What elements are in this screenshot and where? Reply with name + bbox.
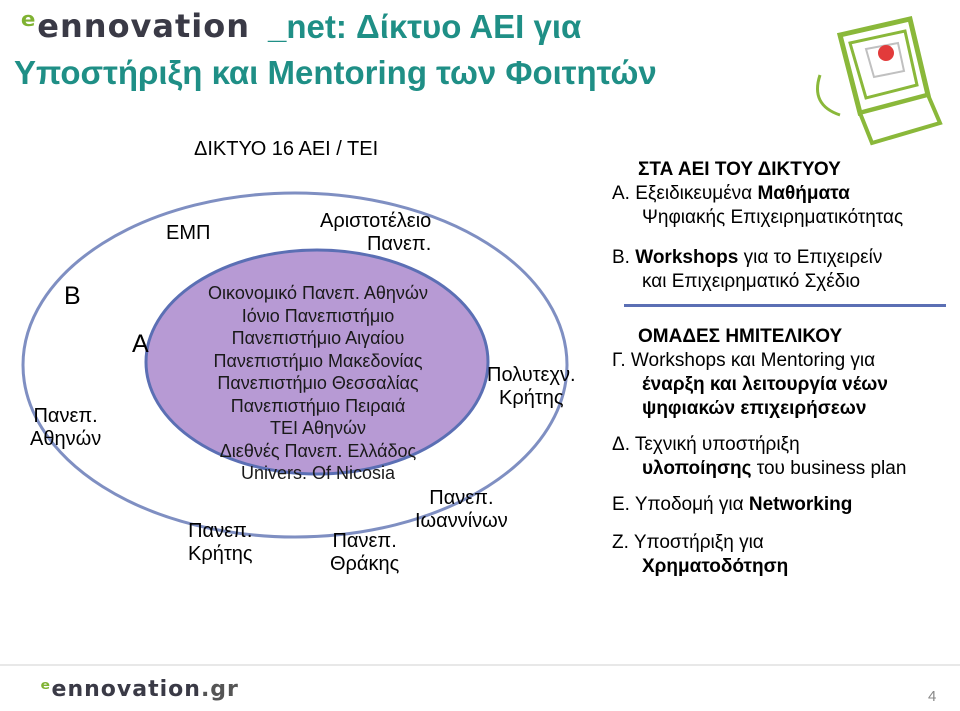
thrakis-label: Πανεπ. Θράκης [330, 530, 400, 575]
service-g-line2: έναρξη και λειτουργία νέων [642, 374, 888, 395]
list-item: Πανεπιστήμιο Μακεδονίας [213, 350, 423, 371]
list-item: Ιόνιο Πανεπιστήμιο [241, 305, 395, 326]
service-z: Ζ. Υποστήριξη για [612, 532, 764, 553]
services-heading-network: ΣΤΑ ΑΕΙ ΤΟΥ ΔΙΚΤΥΟΥ [638, 159, 841, 180]
inner-university-list [162, 282, 474, 485]
ring-b-letter: Β [64, 282, 81, 310]
list-item: Univers. Of Nicosia [240, 463, 396, 483]
services-heading-finalists: ΟΜΑΔΕΣ ΗΜΙΤΕΛΙΚΟΥ [638, 326, 843, 347]
services-panel [612, 158, 956, 579]
list-item: Διεθνές Πανεπ. Ελλάδος [219, 440, 417, 461]
title-line-1: _net: Δίκτυο ΑΕΙ για [268, 8, 582, 45]
aristotelio-label: Αριστοτέλειο Πανεπ. [320, 210, 432, 255]
logo-text: ennovation [37, 7, 251, 45]
footer-logo-text: ennovation [51, 677, 201, 702]
list-item: Πανεπιστήμιο Πειραιά [230, 395, 406, 416]
ring-a-letter: Α [132, 330, 149, 358]
network-heading: ΔΙΚΤΥΟ 16 ΑΕΙ / ΤΕΙ [194, 138, 379, 160]
service-b-line2: και Επιχειρηματικό Σχέδιο [642, 271, 861, 292]
polytechneio-kritis-label: Πολυτεχν. Κρήτης [487, 364, 576, 409]
ioannina-label: Πανεπ. Ιωαννίνων [415, 487, 508, 532]
footer-rule [0, 664, 960, 666]
service-d-line2: υλοποίησης του business plan [642, 458, 907, 479]
service-a-line2: Ψηφιακής Επιχειρηματικότητας [642, 207, 904, 228]
univ-athens-label: Πανεπ. Αθηνών [30, 405, 102, 450]
service-b: Β. Workshops για το Επιχειρείν [612, 247, 883, 268]
service-z-line2: Χρηματοδότηση [642, 556, 789, 577]
list-item: Πανεπιστήμιο Αιγαίου [231, 328, 405, 348]
service-a: Α. Εξειδικευμένα Μαθήματα [612, 183, 850, 204]
kritis-label: Πανεπ. Κρήτης [188, 520, 253, 565]
list-item: ΤΕΙ Αθηνών [269, 418, 367, 438]
title-line-2: Υποστήριξη και Mentoring των Φοιτητών [14, 54, 657, 91]
list-item: Πανεπιστήμιο Θεσσαλίας [217, 373, 419, 393]
computer-cart-icon [800, 5, 950, 155]
service-g-line3: ψηφιακών επιχειρήσεων [642, 398, 867, 419]
service-e: Ε. Υποδομή για Networking [612, 494, 853, 515]
footer-logo-suffix: .gr [200, 677, 239, 702]
page-number: 4 [928, 688, 937, 705]
emp-label: ΕΜΠ [166, 222, 211, 244]
service-d: Δ. Τεχνική υποστήριξη [612, 434, 800, 455]
service-g: Γ. Workshops και Mentoring για [612, 350, 876, 371]
footer-logo: ᵉennovation.gr [40, 677, 239, 702]
list-item: Οικονομικό Πανεπ. Αθηνών [208, 283, 428, 303]
ennovation-logo: ᵉennovation [20, 6, 251, 46]
